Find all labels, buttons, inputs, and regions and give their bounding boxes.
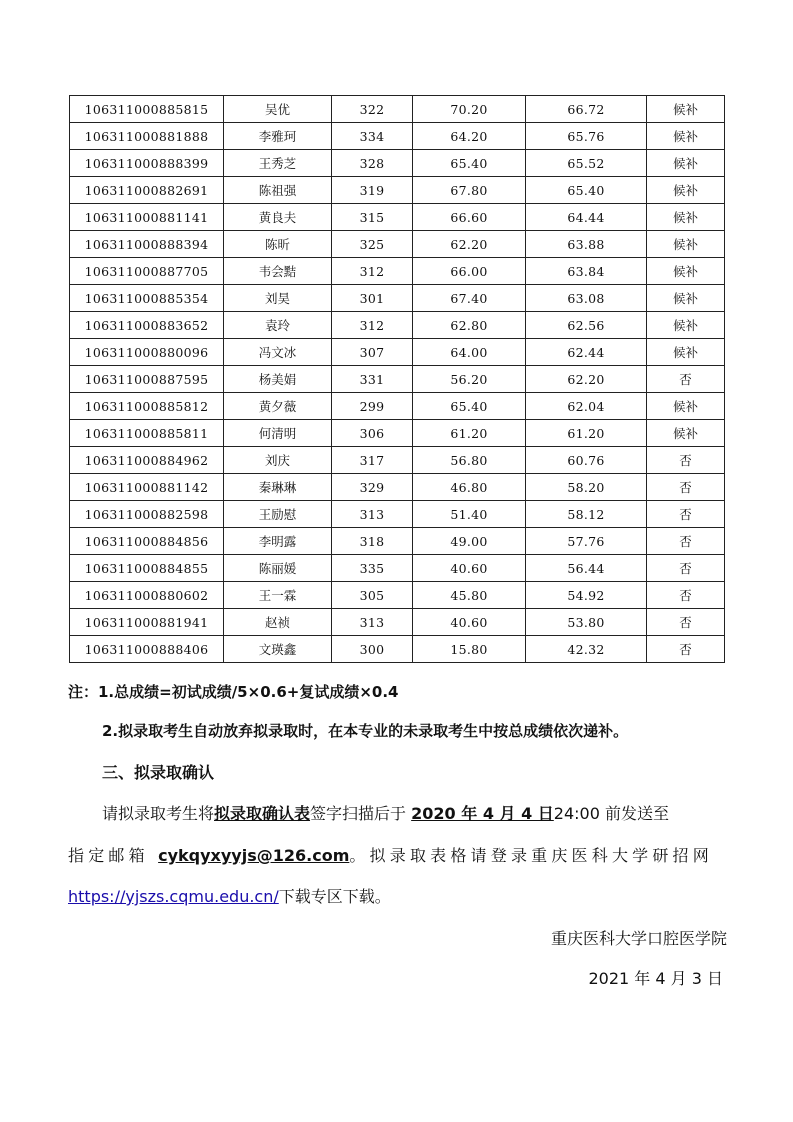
prelim-score-cell: 300 [332, 636, 413, 663]
name-cell: 李雅珂 [224, 123, 332, 150]
exam-id-cell: 106311000883652 [70, 312, 224, 339]
name-cell: 陈丽媛 [224, 555, 332, 582]
prelim-score-cell: 315 [332, 204, 413, 231]
deadline-date: 2020 年 4 月 4 日 [411, 804, 554, 823]
prelim-score-cell: 313 [332, 501, 413, 528]
note-formula: 注：1.总成绩=初试成绩/5×0.6+复试成绩×0.4 [68, 683, 399, 701]
prelim-score-cell: 307 [332, 339, 413, 366]
table-row [70, 339, 725, 366]
status-cell: 候补 [647, 393, 725, 420]
name-cell: 秦琳琳 [224, 474, 332, 501]
name-cell: 刘昊 [224, 285, 332, 312]
prelim-score-cell: 299 [332, 393, 413, 420]
exam-id-cell: 106311000887705 [70, 258, 224, 285]
status-cell: 否 [647, 474, 725, 501]
retest-score-cell: 56.20 [413, 366, 526, 393]
status-cell: 否 [647, 501, 725, 528]
table-row [70, 285, 725, 312]
exam-id-cell: 106311000880602 [70, 582, 224, 609]
status-cell: 候补 [647, 123, 725, 150]
status-cell: 候补 [647, 285, 725, 312]
total-score-cell: 64.44 [526, 204, 647, 231]
confirm-paragraph-line-1 [102, 801, 669, 824]
prelim-score-cell: 313 [332, 609, 413, 636]
status-cell: 候补 [647, 177, 725, 204]
total-score-cell: 63.88 [526, 231, 647, 258]
exam-id-cell: 106311000885811 [70, 420, 224, 447]
retest-score-cell: 15.80 [413, 636, 526, 663]
name-cell: 冯文冰 [224, 339, 332, 366]
table-row [70, 231, 725, 258]
status-cell: 否 [647, 582, 725, 609]
para3-text-b: 下载专区下载。 [278, 887, 391, 906]
para2-text-b: 。拟录取表格请登录重庆医科大学研招网 [349, 846, 713, 865]
table-row [70, 420, 725, 447]
table-row [70, 312, 725, 339]
signature-org: 重庆医科大学口腔医学院 [550, 929, 727, 948]
exam-id-cell: 106311000881888 [70, 123, 224, 150]
retest-score-cell: 66.60 [413, 204, 526, 231]
exam-id-cell: 106311000882598 [70, 501, 224, 528]
website-link[interactable]: https://yjszs.cqmu.edu.cn/ [68, 887, 279, 906]
status-cell: 否 [647, 447, 725, 474]
exam-id-cell: 106311000884856 [70, 528, 224, 555]
total-score-cell: 56.44 [526, 555, 647, 582]
status-cell: 否 [647, 366, 725, 393]
total-score-cell: 57.76 [526, 528, 647, 555]
table-row [70, 582, 725, 609]
para1-text-a: 请拟录取考生将 [102, 804, 215, 823]
retest-score-cell: 56.80 [413, 447, 526, 474]
table-row [70, 555, 725, 582]
signature-date: 2021 年 4 月 3 日 [588, 969, 723, 988]
total-score-cell: 42.32 [526, 636, 647, 663]
retest-score-cell: 65.40 [413, 393, 526, 420]
retest-score-cell: 40.60 [413, 609, 526, 636]
confirm-form-name: 拟录取确认表 [214, 804, 311, 823]
status-cell: 候补 [647, 150, 725, 177]
total-score-cell: 66.72 [526, 96, 647, 123]
prelim-score-cell: 301 [332, 285, 413, 312]
section-title: 三、拟录取确认 [102, 763, 215, 782]
retest-score-cell: 40.60 [413, 555, 526, 582]
table-row [70, 123, 725, 150]
name-cell: 王励慰 [224, 501, 332, 528]
status-cell: 候补 [647, 231, 725, 258]
exam-id-cell: 106311000888399 [70, 150, 224, 177]
prelim-score-cell: 306 [332, 420, 413, 447]
exam-id-cell: 106311000881142 [70, 474, 224, 501]
table-row [70, 447, 725, 474]
total-score-cell: 53.80 [526, 609, 647, 636]
note-substitution: 2.拟录取考生自动放弃拟录取时，在本专业的未录取考生中按总成绩依次递补。 [102, 722, 629, 740]
status-cell: 候补 [647, 339, 725, 366]
confirm-paragraph-line-3 [68, 884, 391, 907]
exam-id-cell: 106311000887595 [70, 366, 224, 393]
retest-score-cell: 67.40 [413, 285, 526, 312]
name-cell: 文瑛鑫 [224, 636, 332, 663]
score-table-body [70, 96, 725, 663]
status-cell: 候补 [647, 204, 725, 231]
name-cell: 韦会黠 [224, 258, 332, 285]
name-cell: 吴优 [224, 96, 332, 123]
retest-score-cell: 61.20 [413, 420, 526, 447]
prelim-score-cell: 319 [332, 177, 413, 204]
name-cell: 黄良夫 [224, 204, 332, 231]
table-row [70, 609, 725, 636]
retest-score-cell: 67.80 [413, 177, 526, 204]
para1-text-b: 签字扫描后于 [310, 804, 407, 823]
retest-score-cell: 51.40 [413, 501, 526, 528]
retest-score-cell: 49.00 [413, 528, 526, 555]
table-row [70, 636, 725, 663]
table-row [70, 501, 725, 528]
prelim-score-cell: 312 [332, 312, 413, 339]
total-score-cell: 65.52 [526, 150, 647, 177]
exam-id-cell: 106311000881941 [70, 609, 224, 636]
total-score-cell: 60.76 [526, 447, 647, 474]
prelim-score-cell: 335 [332, 555, 413, 582]
total-score-cell: 62.20 [526, 366, 647, 393]
table-row [70, 96, 725, 123]
exam-id-cell: 106311000885812 [70, 393, 224, 420]
prelim-score-cell: 329 [332, 474, 413, 501]
status-cell: 否 [647, 528, 725, 555]
table-row [70, 204, 725, 231]
status-cell: 候补 [647, 420, 725, 447]
retest-score-cell: 46.80 [413, 474, 526, 501]
score-table [69, 95, 725, 663]
exam-id-cell: 106311000885354 [70, 285, 224, 312]
name-cell: 刘庆 [224, 447, 332, 474]
total-score-cell: 62.56 [526, 312, 647, 339]
status-cell: 候补 [647, 96, 725, 123]
total-score-cell: 58.20 [526, 474, 647, 501]
table-row [70, 366, 725, 393]
exam-id-cell: 106311000885815 [70, 96, 224, 123]
exam-id-cell: 106311000888394 [70, 231, 224, 258]
status-cell: 否 [647, 555, 725, 582]
table-row [70, 528, 725, 555]
total-score-cell: 65.76 [526, 123, 647, 150]
total-score-cell: 62.04 [526, 393, 647, 420]
total-score-cell: 62.44 [526, 339, 647, 366]
retest-score-cell: 62.20 [413, 231, 526, 258]
prelim-score-cell: 305 [332, 582, 413, 609]
exam-id-cell: 106311000882691 [70, 177, 224, 204]
prelim-score-cell: 331 [332, 366, 413, 393]
table-row [70, 393, 725, 420]
retest-score-cell: 45.80 [413, 582, 526, 609]
retest-score-cell: 70.20 [413, 96, 526, 123]
para2-text-a: 指定邮箱 [68, 846, 149, 865]
table-row [70, 474, 725, 501]
name-cell: 杨美娟 [224, 366, 332, 393]
prelim-score-cell: 318 [332, 528, 413, 555]
name-cell: 王一霖 [224, 582, 332, 609]
table-row [70, 150, 725, 177]
name-cell: 陈祖强 [224, 177, 332, 204]
retest-score-cell: 62.80 [413, 312, 526, 339]
status-cell: 候补 [647, 258, 725, 285]
total-score-cell: 63.84 [526, 258, 647, 285]
total-score-cell: 58.12 [526, 501, 647, 528]
name-cell: 王秀芝 [224, 150, 332, 177]
prelim-score-cell: 322 [332, 96, 413, 123]
name-cell: 袁玲 [224, 312, 332, 339]
retest-score-cell: 65.40 [413, 150, 526, 177]
table-row [70, 177, 725, 204]
name-cell: 黄夕薇 [224, 393, 332, 420]
name-cell: 何清明 [224, 420, 332, 447]
exam-id-cell: 106311000884962 [70, 447, 224, 474]
name-cell: 李明露 [224, 528, 332, 555]
prelim-score-cell: 317 [332, 447, 413, 474]
prelim-score-cell: 328 [332, 150, 413, 177]
total-score-cell: 63.08 [526, 285, 647, 312]
name-cell: 陈昕 [224, 231, 332, 258]
para1-text-c: 24:00 前发送至 [553, 804, 669, 823]
exam-id-cell: 106311000888406 [70, 636, 224, 663]
total-score-cell: 61.20 [526, 420, 647, 447]
total-score-cell: 54.92 [526, 582, 647, 609]
retest-score-cell: 66.00 [413, 258, 526, 285]
exam-id-cell: 106311000881141 [70, 204, 224, 231]
prelim-score-cell: 325 [332, 231, 413, 258]
exam-id-cell: 106311000880096 [70, 339, 224, 366]
retest-score-cell: 64.20 [413, 123, 526, 150]
retest-score-cell: 64.00 [413, 339, 526, 366]
status-cell: 否 [647, 636, 725, 663]
confirm-paragraph-line-2 [68, 843, 713, 866]
total-score-cell: 65.40 [526, 177, 647, 204]
email-link[interactable]: cykqyxyyjs@126.com [158, 846, 350, 865]
status-cell: 候补 [647, 312, 725, 339]
exam-id-cell: 106311000884855 [70, 555, 224, 582]
status-cell: 否 [647, 609, 725, 636]
table-row [70, 258, 725, 285]
prelim-score-cell: 334 [332, 123, 413, 150]
prelim-score-cell: 312 [332, 258, 413, 285]
name-cell: 赵祯 [224, 609, 332, 636]
